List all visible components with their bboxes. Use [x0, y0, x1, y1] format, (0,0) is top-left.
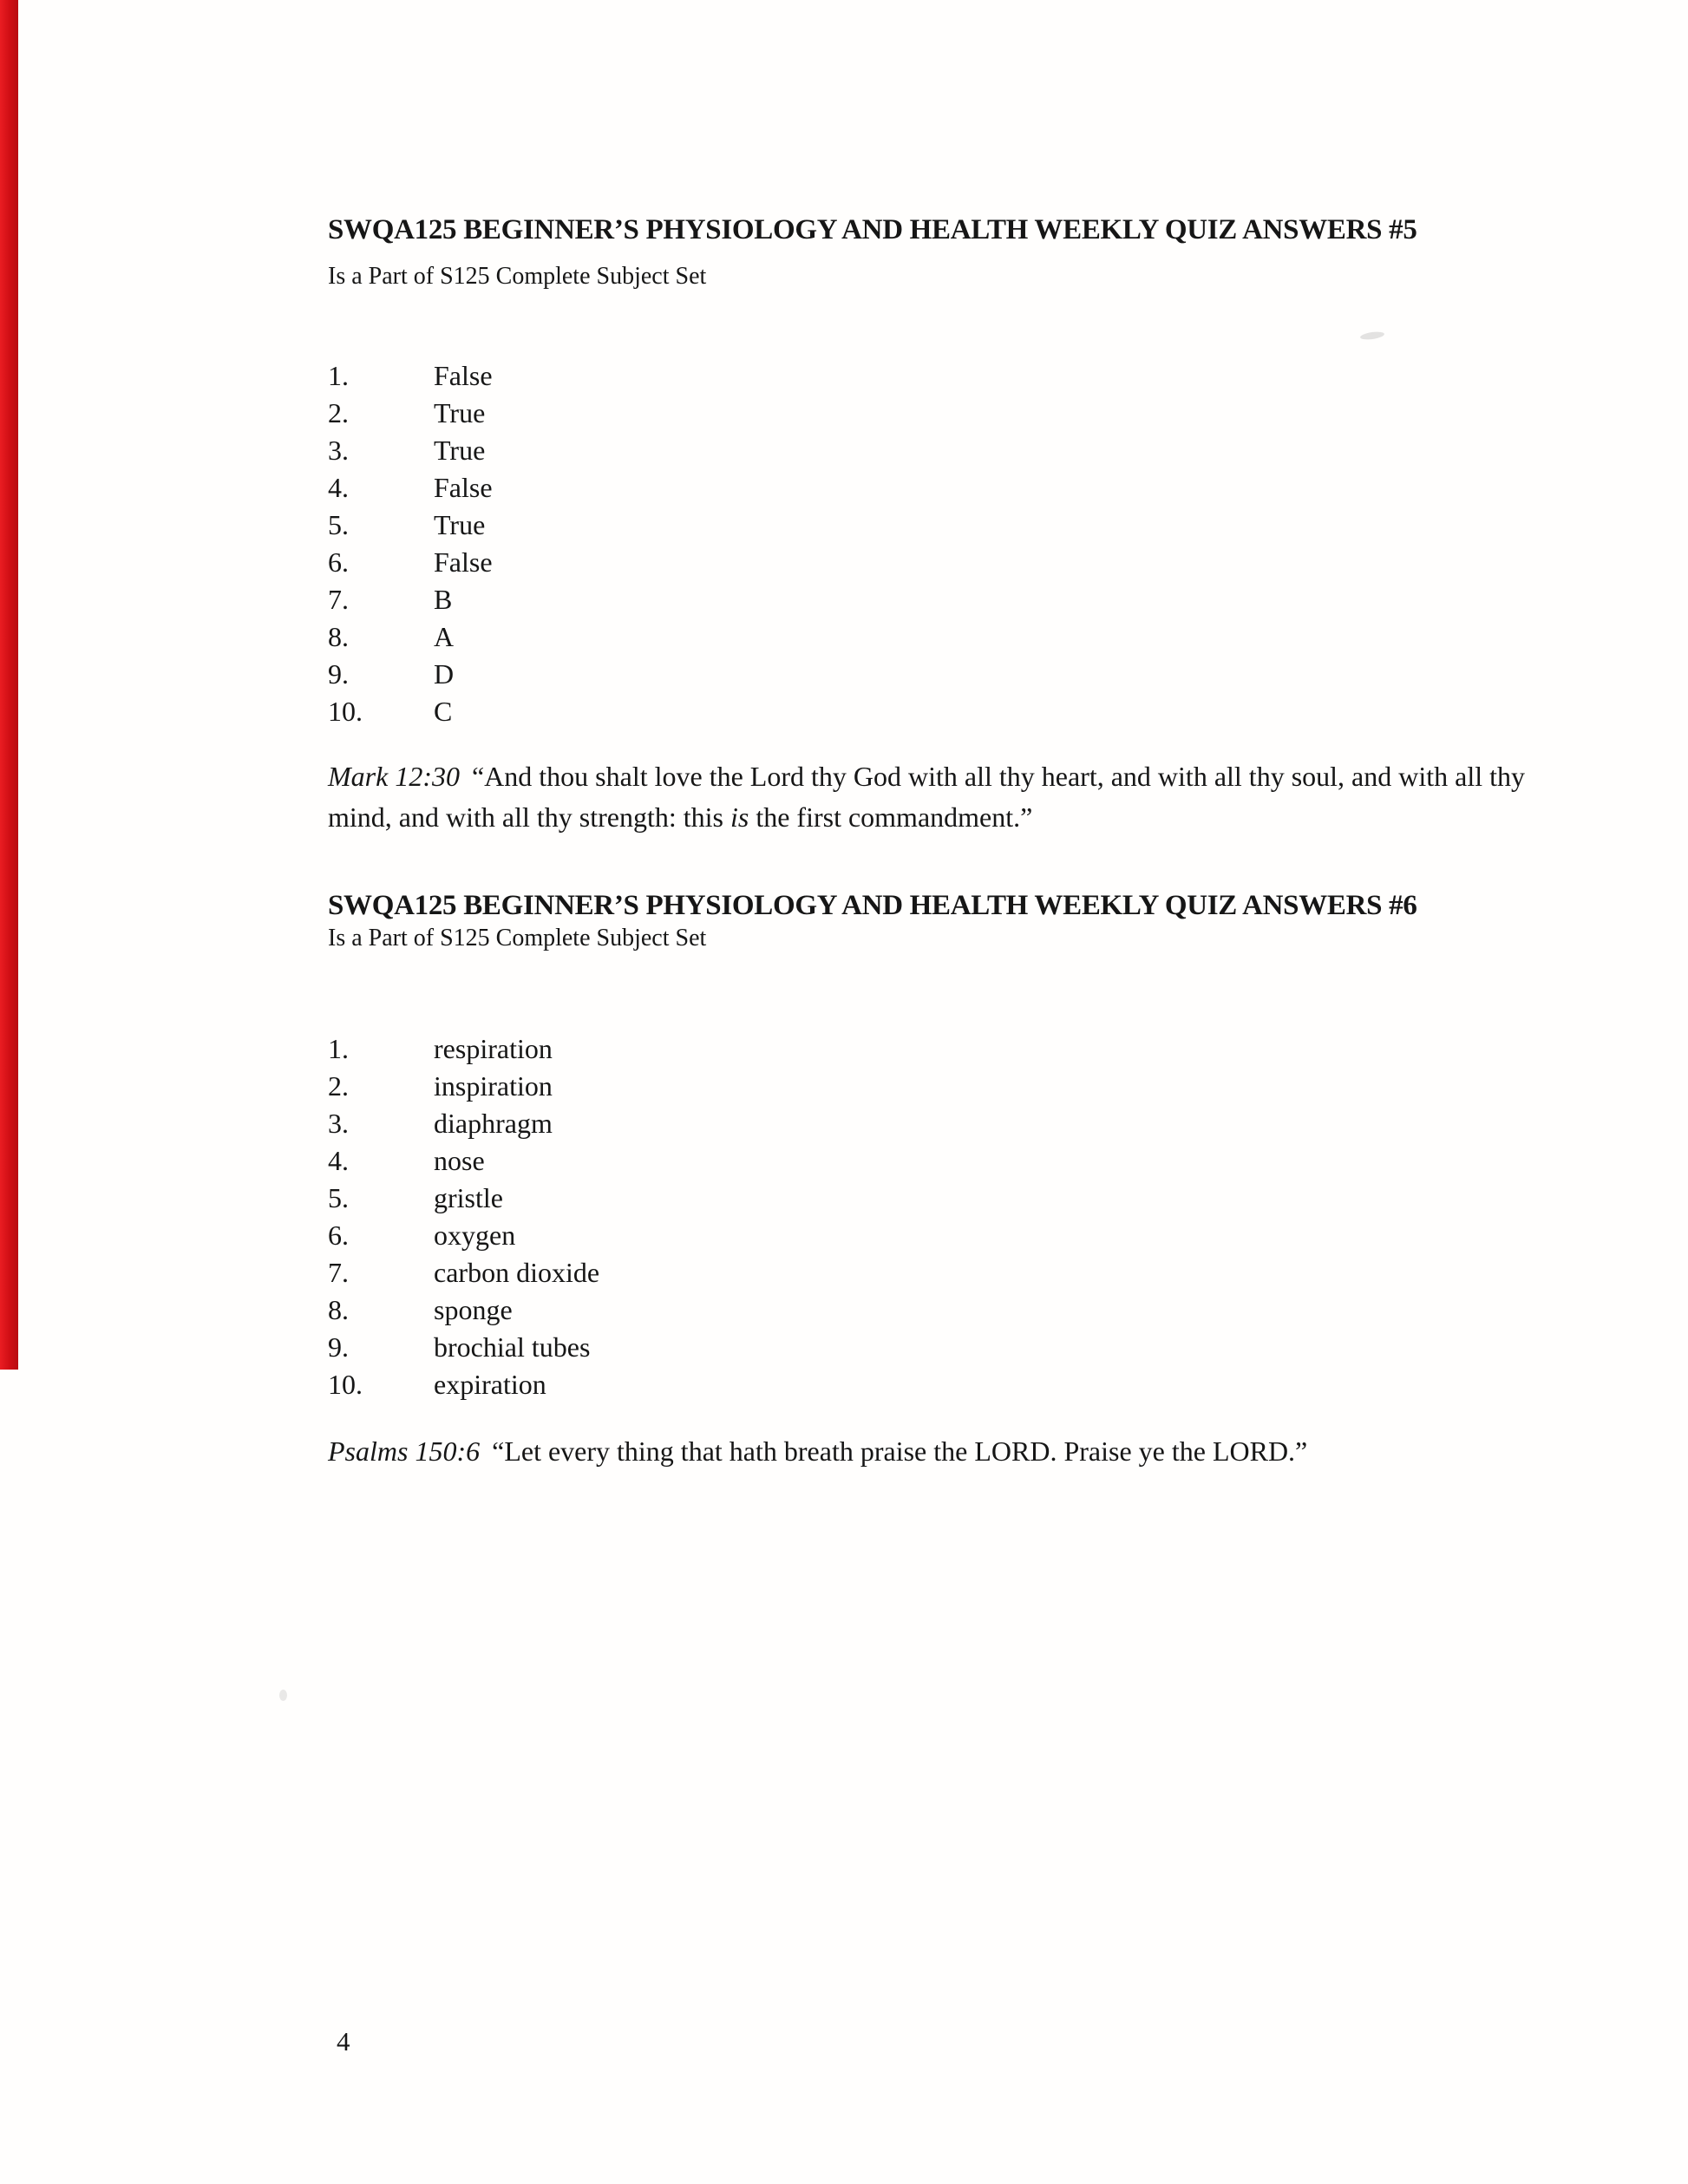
scan-speck: [279, 1690, 287, 1701]
answer-row: [328, 656, 493, 693]
answer-number: 5.: [328, 509, 349, 540]
answer-row: [328, 357, 493, 395]
answer-text: nose: [434, 1145, 485, 1176]
answer-text: False: [434, 546, 493, 578]
answer-text: respiration: [434, 1033, 553, 1064]
answer-text: False: [434, 472, 493, 503]
answer-number: 4.: [328, 472, 349, 503]
answer-row: [328, 618, 493, 656]
answer-row: [328, 1254, 599, 1291]
quiz6-title: SWQA125 BEGINNER’S PHYSIOLOGY AND HEALTH WEEKLY QUIZ ANSWERS #6: [328, 890, 1417, 921]
verse-text-before: “And thou shalt love the Lord thy God with all thy heart, and with all thy soul, and with all thy mind, and with all thy strength: this: [328, 761, 1525, 833]
answer-text: True: [434, 397, 486, 428]
answer-number: 8.: [328, 621, 349, 652]
answer-row: [328, 581, 493, 618]
verse-text-italic: is: [730, 801, 749, 833]
answer-number: 8.: [328, 1294, 349, 1325]
answer-text: A: [434, 621, 455, 652]
answer-text: False: [434, 360, 493, 391]
answer-row: [328, 1180, 599, 1217]
answer-text: gristle: [434, 1182, 503, 1213]
verse-text-before: “Let every thing that hath breath praise the LORD. Praise ye the LORD.”: [492, 1435, 1308, 1467]
answer-row: [328, 1105, 599, 1142]
answer-text: inspiration: [434, 1070, 553, 1102]
quiz5-answers-list: [328, 357, 493, 730]
answer-number: 3.: [328, 435, 349, 466]
answer-number: 7.: [328, 584, 349, 615]
answer-number: 3.: [328, 1108, 349, 1139]
verse-reference: Mark 12:30: [328, 761, 460, 792]
answer-row: [328, 1291, 599, 1329]
mark-verse: [328, 756, 1572, 838]
answer-row: [328, 1329, 599, 1366]
answer-row: [328, 1366, 599, 1403]
quiz6-answers-list: [328, 1030, 599, 1403]
answer-row: [328, 1030, 599, 1068]
answer-text: D: [434, 658, 455, 690]
answer-row: [328, 507, 493, 544]
answer-text: brochial tubes: [434, 1331, 591, 1363]
answer-text: carbon dioxide: [434, 1257, 600, 1288]
quiz5-title: SWQA125 BEGINNER’S PHYSIOLOGY AND HEALTH WEEKLY QUIZ ANSWERS #5: [328, 214, 1417, 245]
psalms-verse: [328, 1431, 1572, 1472]
scan-speck: [1360, 330, 1385, 341]
quiz6-subtitle: Is a Part of S125 Complete Subject Set: [328, 925, 707, 951]
answer-number: 5.: [328, 1182, 349, 1213]
answer-number: 9.: [328, 658, 349, 690]
answer-row: [328, 395, 493, 432]
page-number: 4: [337, 2026, 350, 2056]
answer-number: 10.: [328, 1369, 363, 1400]
answer-number: 6.: [328, 1220, 349, 1251]
answer-text: True: [434, 435, 486, 466]
answer-text: True: [434, 509, 486, 540]
answer-text: expiration: [434, 1369, 546, 1400]
answer-text: C: [434, 696, 453, 727]
answer-text: oxygen: [434, 1220, 516, 1251]
answer-number: 7.: [328, 1257, 349, 1288]
answer-text: diaphragm: [434, 1108, 553, 1139]
answer-number: 1.: [328, 1033, 349, 1064]
scan-edge-red-strip: [0, 0, 18, 1370]
verse-reference: Psalms 150:6: [328, 1435, 481, 1467]
answer-row: [328, 1142, 599, 1180]
answer-text: sponge: [434, 1294, 513, 1325]
answer-number: 10.: [328, 696, 363, 727]
quiz5-subtitle: Is a Part of S125 Complete Subject Set: [328, 263, 707, 290]
verse-text-after: the first commandment.”: [749, 801, 1033, 833]
answer-row: [328, 1217, 599, 1254]
answer-row: [328, 432, 493, 469]
answer-row: [328, 544, 493, 581]
answer-row: [328, 469, 493, 507]
answer-number: 2.: [328, 397, 349, 428]
answer-row: [328, 693, 493, 730]
answer-row: [328, 1068, 599, 1105]
answer-number: 2.: [328, 1070, 349, 1102]
answer-number: 9.: [328, 1331, 349, 1363]
answer-text: B: [434, 584, 453, 615]
answer-number: 1.: [328, 360, 349, 391]
answer-number: 4.: [328, 1145, 349, 1176]
answer-number: 6.: [328, 546, 349, 578]
